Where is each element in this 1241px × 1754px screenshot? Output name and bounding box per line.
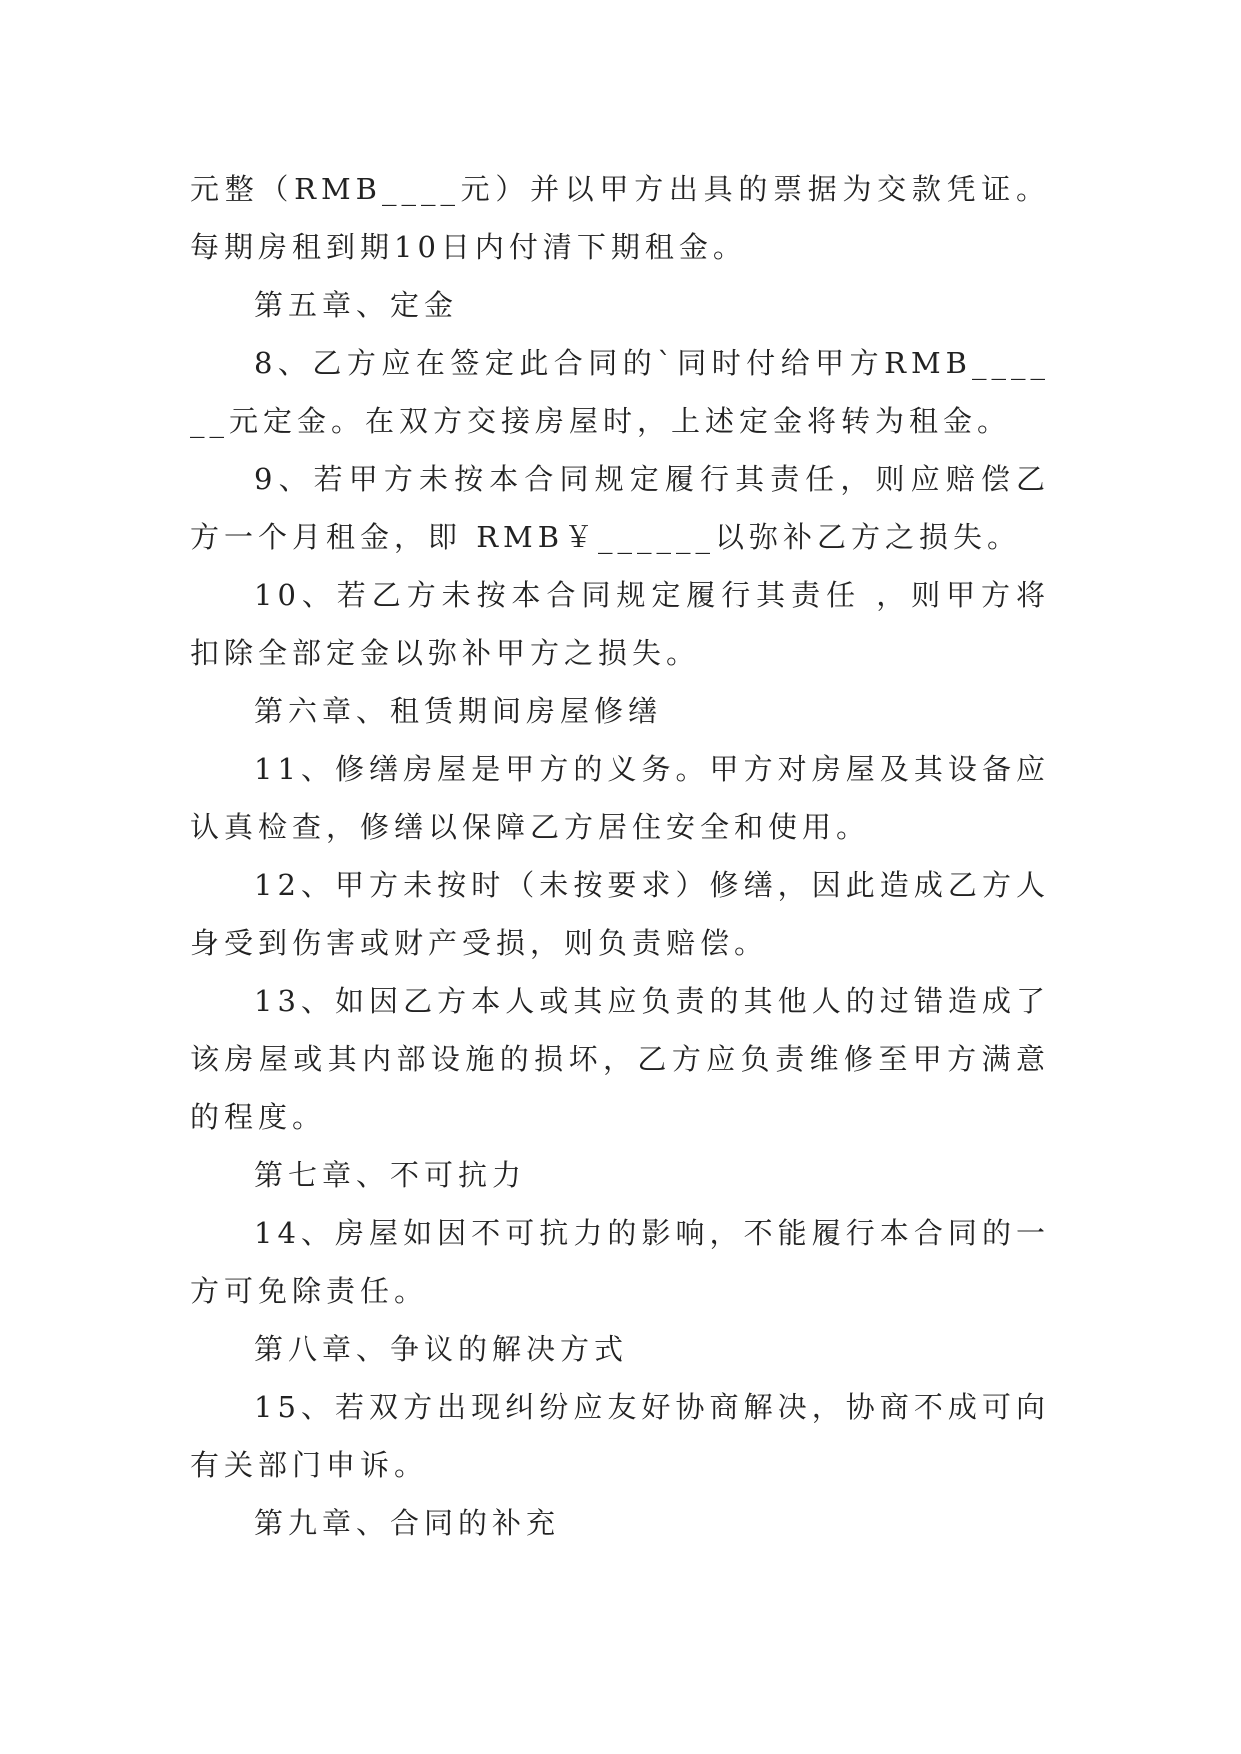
chapter-heading-5: 第五章、定金 xyxy=(254,288,459,322)
clause-15: 15、若双方出现纠纷应友好协商解决，协商不成可向有关部门申诉。 xyxy=(190,1390,1050,1482)
clause-9: 9、若甲方未按本合同规定履行其责任，则应赔偿乙方一个月租金，即 RMB￥______以弥补乙方之损失。 xyxy=(190,462,1050,554)
chapter-heading-8: 第八章、争议的解决方式 xyxy=(254,1332,629,1366)
clause-13: 13、如因乙方本人或其应负责的其他人的过错造成了该房屋或其内部设施的损坏，乙方应负责维修至甲方满意的程度。 xyxy=(190,984,1050,1134)
chapter-heading-6: 第六章、租赁期间房屋修缮 xyxy=(254,694,663,728)
clause-10: 10、若乙方未按本合同规定履行其责任 ，则甲方将扣除全部定金以弥补甲方之损失。 xyxy=(190,578,1050,670)
clause-14: 14、房屋如因不可抗力的影响，不能履行本合同的一方可免除责任。 xyxy=(190,1216,1050,1308)
clause-12: 12、甲方未按时（未按要求）修缮，因此造成乙方人身受到伤害或财产受损，则负责赔偿。 xyxy=(190,868,1050,960)
chapter-heading-7: 第七章、不可抗力 xyxy=(254,1158,527,1192)
clause-11: 11、修缮房屋是甲方的义务。甲方对房屋及其设备应认真检查，修缮以保障乙方居住安全和使用。 xyxy=(190,752,1050,844)
paragraph-rent-payment: 元整（RMB____元）并以甲方出具的票据为交款凭证。每期房租到期10日内付清下期租金。 xyxy=(190,172,1050,264)
document-body xyxy=(190,160,1050,1552)
clause-8: 8、乙方应在签定此合同的`同时付给甲方RMB______元定金。在双方交接房屋时，上述定金将转为租金。 xyxy=(190,346,1050,438)
chapter-heading-9: 第九章、合同的补充 xyxy=(254,1506,561,1540)
